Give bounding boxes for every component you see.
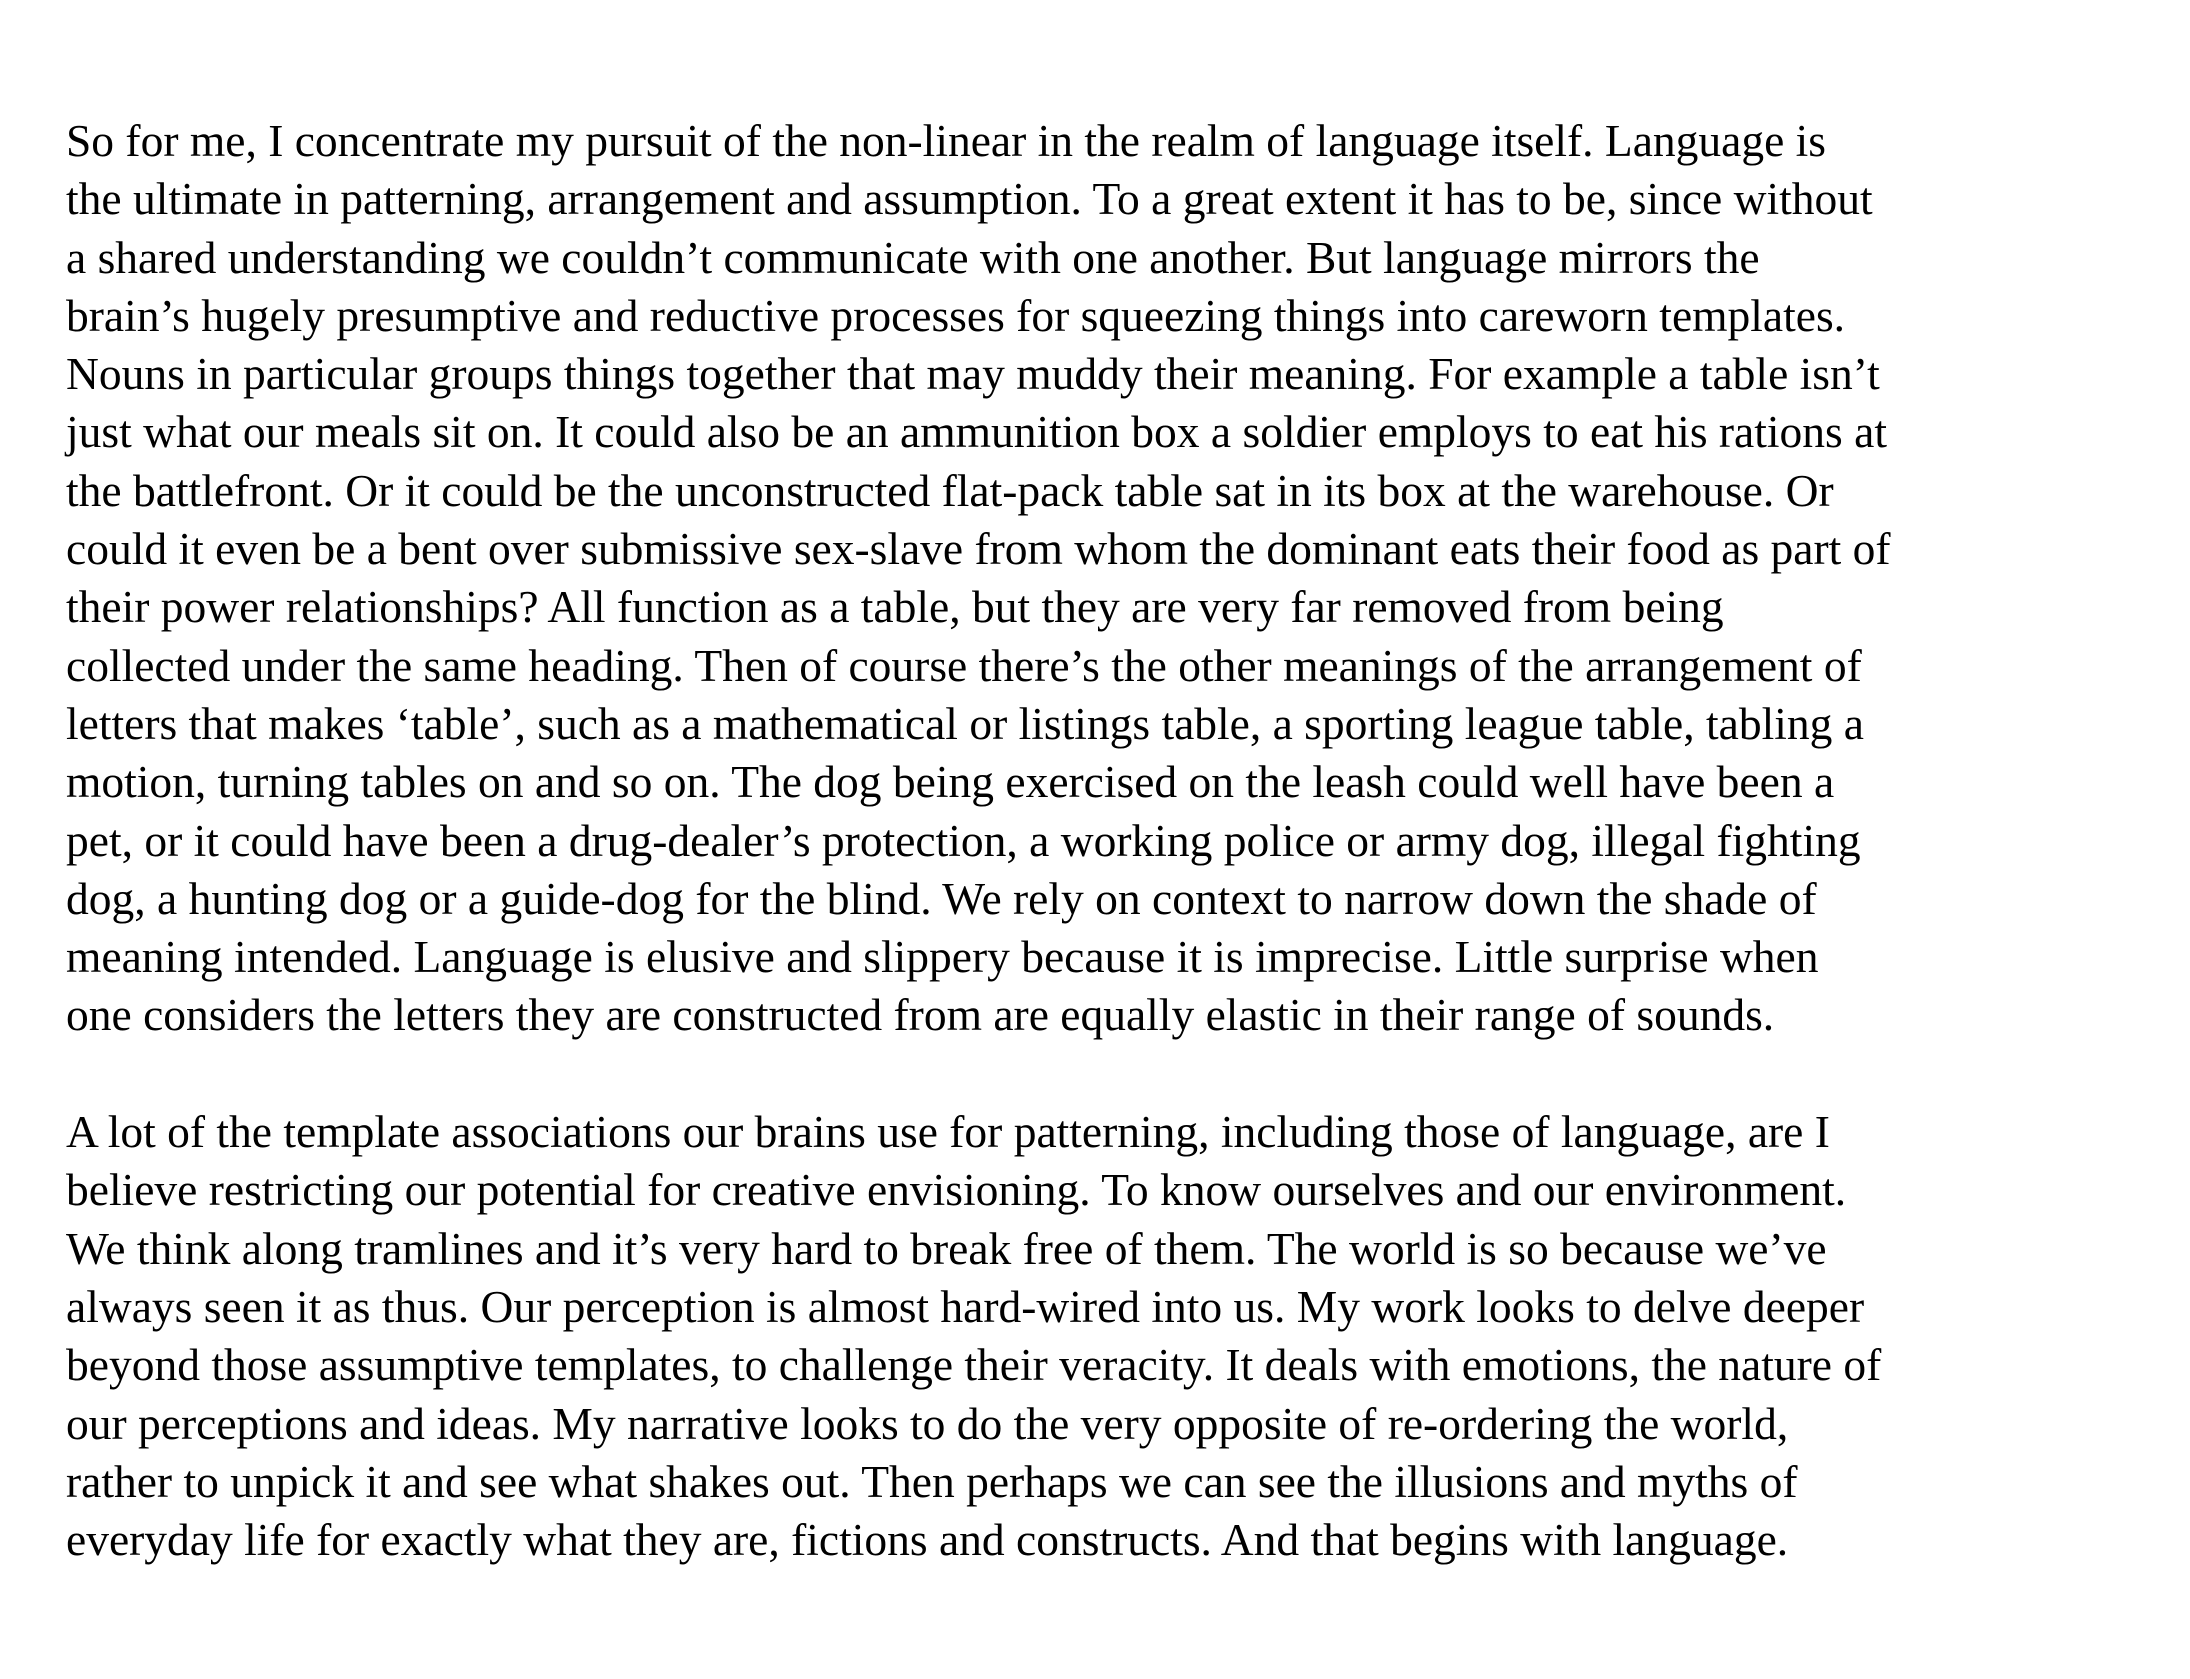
text-line: letters that makes ‘table’, such as a mathematical or listings table, a sporting league table, tabling a — [66, 697, 1864, 749]
text-line: collected under the same heading. Then of course there’s the other meanings of the arrangement of — [66, 639, 1862, 691]
text-line: dog, a hunting dog or a guide-dog for the blind. We rely on context to narrow down the shade of — [66, 872, 1817, 924]
text-line: Nouns in particular groups things together that may muddy their meaning. For example a table isn’t — [66, 348, 1880, 400]
text-line: brain’s hugely presumptive and reductive processes for squeezing things into careworn templates. — [66, 289, 1846, 341]
text-line: our perceptions and ideas. My narrative looks to do the very opposite of re-ordering the world, — [66, 1397, 1789, 1449]
text-line: just what our meals sit on. It could also be an ammunition box a soldier employs to eat his rations at — [66, 406, 1887, 458]
text-line: So for me, I concentrate my pursuit of the non-linear in the realm of language itself. Language is — [66, 115, 1827, 166]
paragraph-2 — [66, 1103, 2176, 1569]
text-line: their power relationships? All function as a table, but they are very far removed from being — [66, 581, 1724, 633]
text-line: We think along tramlines and it’s very hard to break free of them. The world is so because we’ve — [66, 1222, 1827, 1274]
text-line: motion, turning tables on and so on. The dog being exercised on the leash could well have been a — [66, 756, 1835, 808]
text-line: rather to unpick it and see what shakes out. Then perhaps we can see the illusions and myths of — [66, 1455, 1798, 1507]
text-line: pet, or it could have been a drug-dealer’s protection, a working police or army dog, illegal fighting — [66, 814, 1861, 866]
text-line: believe restricting our potential for creative envisioning. To know ourselves and our environment. — [66, 1164, 1847, 1216]
text-line: the ultimate in patterning, arrangement and assumption. To a great extent it has to be, since without — [66, 173, 1873, 225]
text-line: meaning intended. Language is elusive and slippery because it is imprecise. Little surprise when — [66, 931, 1819, 983]
text-line: could it even be a bent over submissive sex-slave from whom the dominant eats their food as part of — [66, 523, 1891, 575]
text-line: beyond those assumptive templates, to challenge their veracity. It deals with emotions, the nature of — [66, 1339, 1882, 1391]
document-page — [66, 112, 2176, 1569]
text-line: one considers the letters they are constructed from are equally elastic in their range of sounds. — [66, 989, 1775, 1041]
paragraph-1 — [66, 112, 2176, 1045]
text-line: the battlefront. Or it could be the unconstructed flat-pack table sat in its box at the warehouse. Or — [66, 464, 1834, 516]
text-line: a shared understanding we couldn’t communicate with one another. But language mirrors the — [66, 231, 1760, 283]
text-line: A lot of the template associations our brains use for patterning, including those of language, are I — [66, 1106, 1830, 1158]
text-line: everyday life for exactly what they are, fictions and constructs. And that begins with language. — [66, 1514, 1789, 1566]
text-line: always seen it as thus. Our perception is almost hard-wired into us. My work looks to delve deeper — [66, 1280, 1865, 1332]
